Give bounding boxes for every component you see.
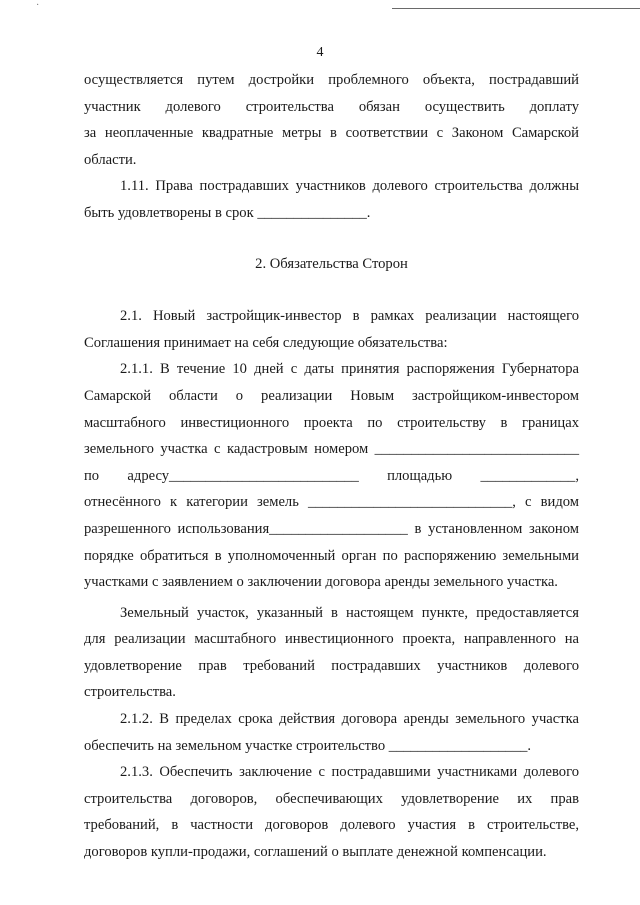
text-line: отнесённого к категории земель ____________________________, с видом — [84, 494, 579, 511]
text-line: осуществляется путем достройки проблемного объекта, пострадавший — [84, 72, 579, 88]
paragraph-2-1-3 — [84, 759, 579, 865]
text-line: порядке обратиться в уполномоченный орган по распоряжению земельными — [84, 547, 579, 564]
text-line: для реализации масштабного инвестиционного проекта, направленного на — [84, 631, 579, 648]
text-line: строительства договоров, обеспечивающих удовлетворение их прав — [84, 790, 579, 807]
text-line: за неоплаченные квадратные метры в соответствии с Законом Самарской — [84, 125, 579, 142]
text-line: договоров купли-продажи, соглашений о выплате денежной компенсации. — [84, 844, 547, 861]
text-line: Самарской области о реализации Новым застройщиком-инвестором — [84, 387, 579, 404]
text-line: Земельный участок, указанный в настоящем пункте, предоставляется — [120, 604, 579, 621]
text-line: удовлетворение прав требований пострадавших участников долевого — [84, 657, 579, 674]
text-line: участник долевого строительства обязан осуществить доплату — [84, 98, 579, 115]
text-line: 2.1.3. Обеспечить заключение с пострадавшими участниками долевого — [120, 764, 579, 781]
text-line: по адресу__________________________ площадью _____________, — [84, 467, 579, 484]
text-line: разрешенного использования___________________ в установленном законом — [84, 520, 579, 537]
paragraph-2-1-1 — [84, 356, 579, 595]
paragraph-1-11 — [84, 173, 579, 226]
paragraph-2-1 — [84, 303, 579, 356]
text-line: быть удовлетворены в срок _______________. — [84, 204, 371, 221]
text-line: 1.11. Права пострадавших участников долевого строительства должны — [120, 178, 579, 195]
text-line: масштабного инвестиционного проекта по строительству в границах — [84, 414, 579, 431]
section-heading: 2. Обязательства Сторон — [255, 255, 408, 272]
page-number: 4 — [316, 45, 324, 60]
text-line: земельного участка с кадастровым номером ____________________________ — [84, 441, 579, 458]
text-line: обеспечить на земельном участке строительство ___________________. — [84, 737, 532, 754]
text-line: требований, в частности договоров долевого участия в строительстве, — [84, 817, 579, 834]
header-rule — [392, 8, 640, 9]
text-line: 2.1.2. В пределах срока действия договора аренды земельного участка — [120, 711, 579, 728]
text-line: 2.1.1. В течение 10 дней с даты принятия распоряжения Губернатора — [120, 361, 579, 378]
text-line: области. — [84, 151, 137, 168]
paragraph-land-plot — [84, 600, 579, 706]
text-line: участками с заявлением о заключении договора аренды земельного участка. — [84, 574, 558, 591]
header-mark: · — [36, 0, 40, 11]
text-line: Соглашения принимает на себя следующие обязательства: — [84, 334, 448, 351]
paragraph-2-1-2 — [84, 706, 579, 759]
document-body — [84, 67, 579, 866]
text-line: 2.1. Новый застройщик-инвестор в рамках реализации настоящего — [120, 308, 579, 325]
text-line: строительства. — [84, 684, 176, 701]
paragraph-1-10-continuation — [84, 67, 579, 173]
